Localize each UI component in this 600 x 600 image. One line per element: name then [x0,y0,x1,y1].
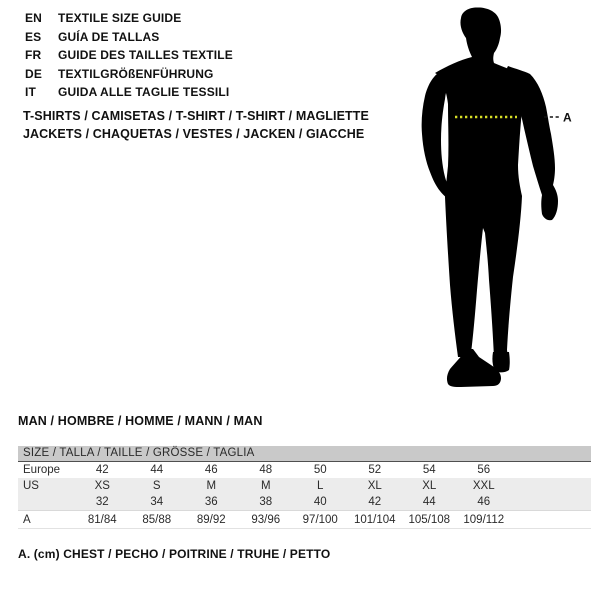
silhouette-body [435,7,525,357]
language-code: DE [25,66,42,81]
size-cell: M [260,480,271,492]
size-cell: 32 [95,496,109,508]
man-silhouette [405,5,590,390]
size-cell: 38 [259,496,273,508]
size-cell: S [152,480,161,492]
language-code: ES [25,29,42,44]
language-row [25,28,233,47]
size-cell: 109/112 [463,513,505,526]
category-list [23,108,369,143]
size-cell: 46 [204,464,218,476]
size-cell: 40 [313,496,327,508]
size-cell: 50 [313,464,327,476]
size-cell: 97/100 [302,513,338,526]
language-code: IT [25,85,36,100]
size-cell: 36 [204,496,218,508]
size-cell: 89/92 [196,513,226,526]
size-cell: XXL [472,480,495,492]
size-cell: 42 [95,464,109,476]
size-cell: 44 [422,496,436,508]
size-table-body [18,462,591,529]
language-row [25,65,233,84]
size-cell: 81/84 [87,513,117,526]
table-row [18,478,591,494]
size-cell: M [206,480,217,492]
language-code: FR [25,48,42,63]
size-cell: 46 [477,496,491,508]
language-list [25,9,233,102]
language-label: GUIDE DES TAILLES TEXTILE [58,48,233,63]
row-label: A [23,513,31,526]
section-title-man: MAN / HOMBRE / HOMME / MANN / MAN [18,414,263,428]
language-label: TEXTILGRÖßENFÜHRUNG [58,66,214,81]
language-label: GUIDA ALLE TAGLIE TESSILI [58,85,230,100]
table-row [18,494,591,511]
silhouette-right-shoe [492,352,509,372]
size-cell: 105/108 [408,513,451,526]
size-table-header: SIZE / TALLA / TAILLE / GRÖSSE / TAGLIA [18,446,591,462]
size-cell: 101/104 [353,513,396,526]
size-cell: XL [422,480,437,492]
category-line-tshirts: T-SHIRTS / CAMISETAS / T-SHIRT / T-SHIRT / MAGLIETTE [23,109,369,123]
size-cell: 44 [150,464,164,476]
measurement-footnote: A. (cm) CHEST / PECHO / POITRINE / TRUHE / PETTO [18,547,331,561]
size-cell: 93/96 [251,513,281,526]
size-cell: 42 [368,496,382,508]
language-code: EN [25,11,42,25]
table-row [18,462,591,478]
language-row [25,9,233,28]
size-cell: 48 [259,464,273,476]
size-cell: 52 [368,464,382,476]
language-row [25,46,233,65]
measure-marker-a: A [563,110,572,125]
language-label: TEXTILE SIZE GUIDE [58,11,182,25]
language-row [25,83,233,102]
size-cell: XL [367,480,382,492]
size-cell: 56 [477,464,491,476]
size-table [18,446,591,529]
size-cell: 54 [422,464,436,476]
size-cell: XS [94,480,110,492]
size-cell: 85/88 [142,513,172,526]
row-label: Europe [23,464,61,476]
table-row [18,511,591,529]
language-label: GUÍA DE TALLAS [58,29,160,44]
category-line-jackets: JACKETS / CHAQUETAS / VESTES / JACKEN / GIACCHE [23,126,365,141]
row-label: US [23,480,39,492]
size-cell: L [317,480,324,492]
size-cell: 34 [150,496,164,508]
